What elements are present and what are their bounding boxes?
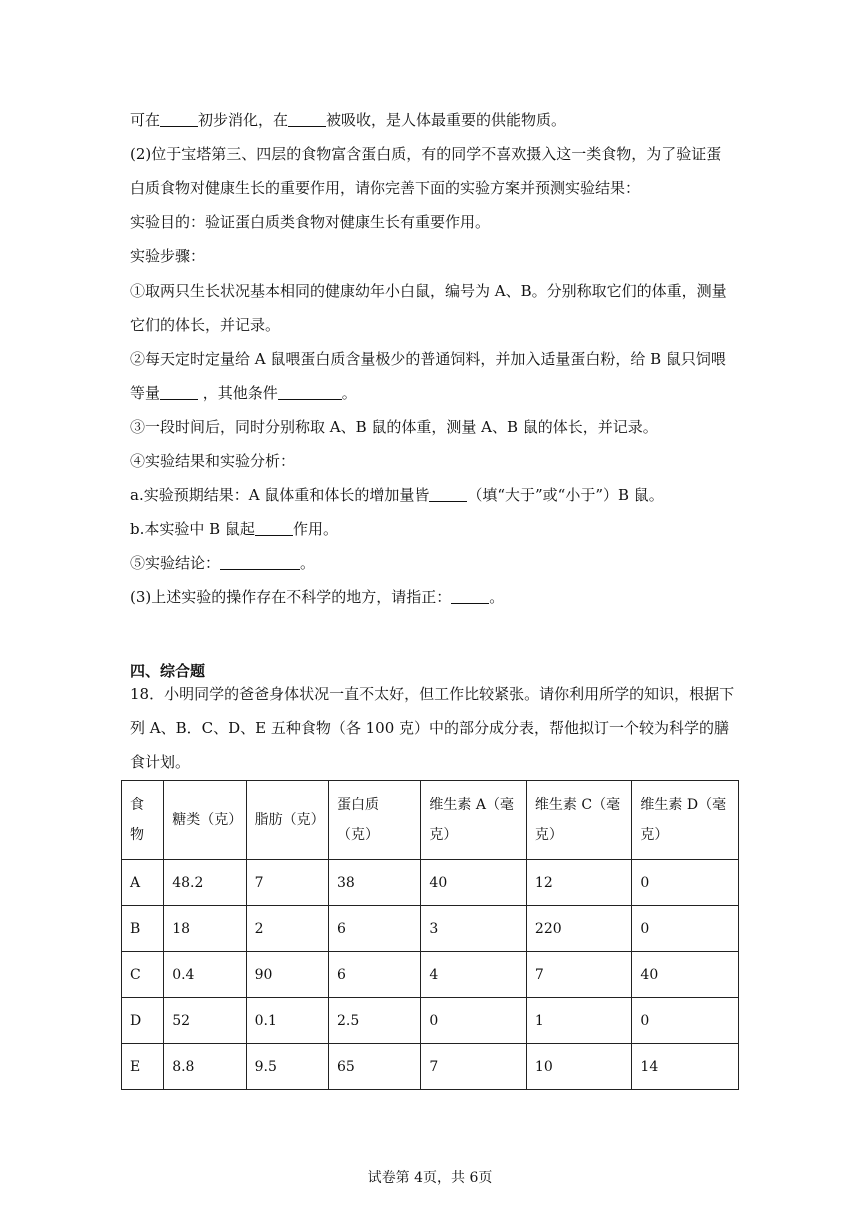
table-cell: 1	[526, 998, 632, 1044]
table-cell: 2.5	[328, 998, 420, 1044]
text-segment: （填“大于”或“小于”）B 鼠。	[467, 486, 664, 504]
text-segment: 等量	[130, 384, 161, 402]
table-cell: C	[122, 952, 164, 998]
header-cell: 食物	[122, 781, 164, 860]
table-cell: 7	[421, 1044, 527, 1090]
section-title: 四、综合题	[130, 662, 206, 680]
answer-blank	[160, 384, 198, 400]
table-cell: E	[122, 1044, 164, 1090]
text-line	[130, 110, 566, 130]
table-cell: 4	[421, 952, 527, 998]
nutrition-table	[121, 780, 739, 1090]
table-cell: 6	[328, 906, 420, 952]
text-segment: 。	[300, 554, 316, 572]
table-cell: 48.2	[164, 860, 246, 906]
table-cell: 0.1	[246, 998, 328, 1044]
table-cell: 10	[526, 1044, 632, 1090]
table-cell: 6	[328, 952, 420, 998]
table-cell: 12	[526, 860, 632, 906]
table-cell: 0	[421, 998, 527, 1044]
table-cell: 2	[246, 906, 328, 952]
table-cell: 38	[328, 860, 420, 906]
table-cell: 40	[632, 952, 739, 998]
text-segment: 可在	[130, 111, 161, 129]
table-cell: 9.5	[246, 1044, 328, 1090]
text-line: 白质食物对健康生长的重要作用，请你完善下面的实验方案并预测实验结果：	[130, 179, 641, 197]
header-cell: 维生素 A（毫克）	[421, 781, 527, 860]
table-cell: 40	[421, 860, 527, 906]
table-cell: 90	[246, 952, 328, 998]
text-segment: 被吸收，是人体最重要的供能物质。	[326, 111, 567, 129]
table-cell: B	[122, 906, 164, 952]
table-header-row	[122, 781, 739, 860]
text-segment: 。	[489, 588, 505, 606]
table-cell: A	[122, 860, 164, 906]
text-line: ②每天定时定量给 A 鼠喂蛋白质含量极少的普通饲料，并加入适量蛋白粉，给 B 鼠只饲喂	[130, 350, 726, 368]
table-cell: 0	[632, 998, 739, 1044]
table-cell: D	[122, 998, 164, 1044]
text-line	[130, 553, 315, 573]
header-cell: 糖类（克）	[164, 781, 246, 860]
text-line	[130, 519, 338, 539]
text-line: ④实验结果和实验分析：	[130, 452, 296, 470]
text-segment: ，其他条件	[198, 384, 278, 402]
text-line: 它们的体长，并记录。	[130, 316, 281, 334]
question-18-line: 食计划。	[130, 753, 191, 771]
header-cell: 维生素 D（毫克）	[632, 781, 739, 860]
header-cell: 蛋白质（克）	[328, 781, 420, 860]
table-cell: 0	[632, 906, 739, 952]
text-line	[130, 383, 357, 403]
text-line: ①取两只生长状况基本相同的健康幼年小白鼠，编号为 A、B。分别称取它们的体重，测量	[130, 282, 727, 300]
table-cell: 8.8	[164, 1044, 246, 1090]
text-line: ③一段时间后，同时分别称取 A、B 鼠的体重，测量 A、B 鼠的体长，并记录。	[130, 418, 658, 436]
table-cell: 0.4	[164, 952, 246, 998]
answer-blank	[278, 384, 342, 400]
table-row	[122, 860, 739, 906]
text-line	[130, 587, 504, 607]
table-row	[122, 1044, 739, 1090]
text-line: 实验步骤：	[130, 247, 206, 265]
question-18-line: 列 A、B．C、D、E 五种食物（各 100 克）中的部分成分表，帮他拟订一个较为科学的膳	[130, 719, 730, 737]
page-footer: 试卷第 4页，共 6页	[367, 1170, 493, 1186]
table-cell: 3	[421, 906, 527, 952]
text-line: 实验目的：验证蛋白质类食物对健康生长有重要作用。	[130, 213, 491, 231]
header-cell: 维生素 C（毫克）	[526, 781, 632, 860]
answer-blank	[429, 486, 467, 502]
answer-blank	[220, 554, 300, 570]
answer-blank	[160, 111, 198, 127]
table-row	[122, 952, 739, 998]
table-cell: 0	[632, 860, 739, 906]
header-cell: 脂肪（克）	[246, 781, 328, 860]
table-row	[122, 998, 739, 1044]
text-segment: 。	[341, 384, 357, 402]
question-18-line: 18．小明同学的爸爸身体状况一直不太好，但工作比较紧张。请你利用所学的知识，根据下	[130, 685, 735, 703]
table-cell: 220	[526, 906, 632, 952]
table-cell: 65	[328, 1044, 420, 1090]
text-segment: 初步消化，在	[198, 111, 289, 129]
text-segment: b.本实验中 B 鼠起	[130, 520, 255, 538]
table-row	[122, 906, 739, 952]
text-line: (2)位于宝塔第三、四层的食物富含蛋白质，有的同学不喜欢摄入这一类食物，为了验证蛋	[130, 145, 722, 163]
table-cell: 7	[526, 952, 632, 998]
text-segment: (3)上述实验的操作存在不科学的地方，请指正：	[130, 588, 452, 606]
table-cell: 52	[164, 998, 246, 1044]
table-cell: 18	[164, 906, 246, 952]
table-cell: 14	[632, 1044, 739, 1090]
answer-blank	[288, 111, 326, 127]
text-segment: ⑤实验结论：	[130, 554, 221, 572]
text-segment: a.实验预期结果：A 鼠体重和体长的增加量皆	[130, 486, 430, 504]
table-cell: 7	[246, 860, 328, 906]
answer-blank	[451, 588, 489, 604]
answer-blank	[255, 520, 293, 536]
text-line	[130, 485, 664, 505]
text-segment: 作用。	[292, 520, 338, 538]
